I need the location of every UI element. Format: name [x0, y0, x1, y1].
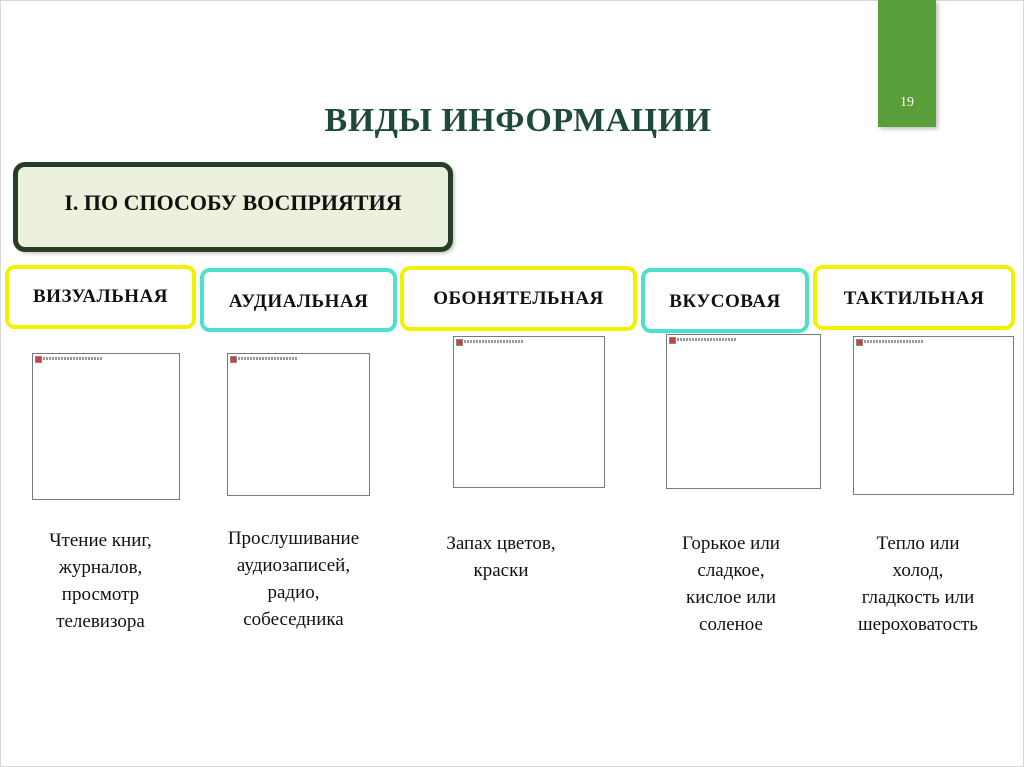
image-audial: [227, 353, 370, 496]
type-label-visual: ВИЗУАЛЬНАЯ: [33, 286, 168, 307]
type-label-tactile: ТАКТИЛЬНАЯ: [843, 288, 985, 309]
broken-image-icon: [456, 339, 463, 346]
broken-image-icon: [856, 339, 863, 346]
page-number: 19: [900, 95, 914, 110]
broken-image-icon: [669, 337, 676, 344]
broken-image-icon: [230, 356, 237, 363]
description-tactile: Тепло или холод, гладкость или шероховатость: [858, 533, 978, 635]
broken-image-icon: [35, 356, 42, 363]
description-gustatory: Горькое или сладкое, кислое или соленое: [682, 533, 780, 635]
image-tactile: [853, 336, 1014, 495]
image-olfactory: [453, 336, 605, 488]
description-olfactory: Запах цветов, краски: [446, 533, 556, 581]
description-audial: Прослушивание аудиозаписей, радио, собеседника: [227, 528, 360, 630]
category-label: I. ПО СПОСОБУ ВОСПРИЯТИЯ: [64, 190, 402, 215]
image-visual: [32, 353, 180, 500]
type-label-audial: АУДИАЛЬНАЯ: [228, 291, 369, 312]
description-visual: Чтение книг, журналов, просмотр телевизора: [49, 530, 152, 632]
type-label-gustatory: ВКУСОВАЯ: [669, 291, 781, 312]
slide-title: ВИДЫ ИНФОРМАЦИИ: [324, 102, 712, 139]
type-label-olfactory: ОБОНЯТЕЛЬНАЯ: [433, 288, 604, 309]
image-gustatory: [666, 334, 821, 489]
